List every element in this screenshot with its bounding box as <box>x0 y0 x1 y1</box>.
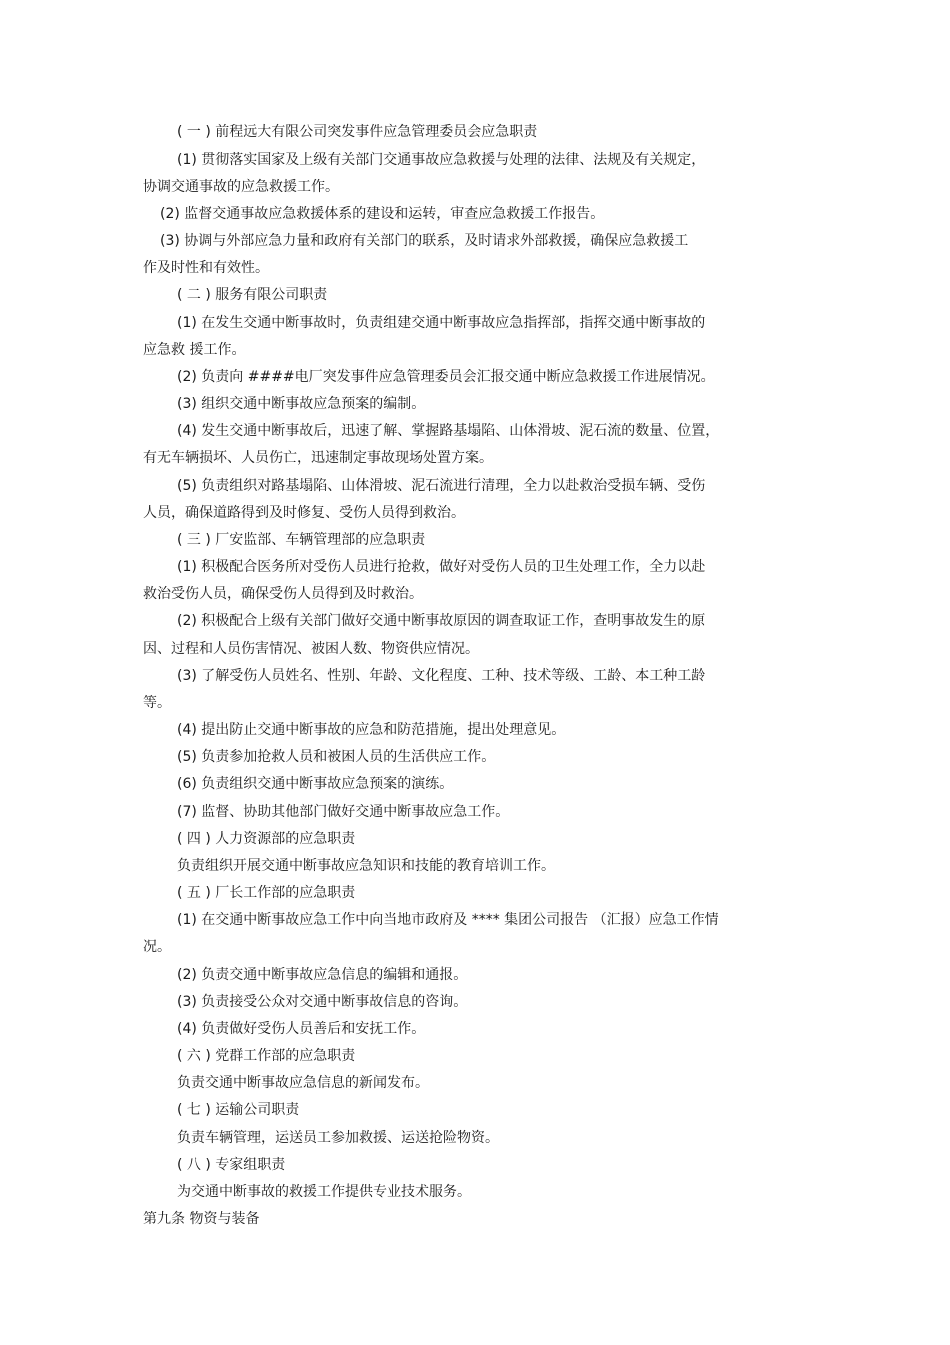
paragraph-line: 为交通中断事故的救援工作提供专业技术服务。 <box>177 1184 471 1200</box>
section-heading-7: ( 七 ) 运输公司职责 <box>177 1102 300 1118</box>
section-heading-8: ( 八 ) 专家组职责 <box>177 1157 286 1173</box>
paragraph-line: 况。 <box>143 939 171 955</box>
paragraph-line: (6) 负责组织交通中断事故应急预案的演练。 <box>177 776 454 792</box>
paragraph-line: (2) 积极配合上级有关部门做好交通中断事故原因的调查取证工作，查明事故发生的原 <box>177 613 706 629</box>
paragraph-line: (4) 负责做好受伤人员善后和安抚工作。 <box>177 1021 426 1037</box>
paragraph-line: (1) 在交通中断事故应急工作中向当地市政府及 **** 集团公司报告 （汇报）应急工作情 <box>177 912 719 928</box>
paragraph-line: (2) 负责向 ####电厂突发事件应急管理委员会汇报交通中断应急救援工作进展情况。 <box>177 369 715 385</box>
paragraph-line: 救治受伤人员，确保受伤人员得到及时救治。 <box>143 586 423 602</box>
section-heading-2: ( 二 ) 服务有限公司职责 <box>177 287 328 303</box>
paragraph-line: (1) 贯彻落实国家及上级有关部门交通事故应急救援与处理的法律、法规及有关规定， <box>177 152 706 168</box>
section-heading-5: ( 五 ) 厂长工作部的应急职责 <box>177 885 356 901</box>
paragraph-line: (3) 了解受伤人员姓名、性别、年龄、文化程度、工种、技术等级、工龄、本工种工龄 <box>177 668 706 684</box>
paragraph-line: (1) 在发生交通中断事故时，负责组建交通中断事故应急指挥部，指挥交通中断事故的 <box>177 315 706 331</box>
section-heading-1: ( 一 ) 前程远大有限公司突发事件应急管理委员会应急职责 <box>177 124 538 140</box>
paragraph-line: 协调交通事故的应急救援工作。 <box>143 179 339 195</box>
paragraph-line: (7) 监督、协助其他部门做好交通中断事故应急工作。 <box>177 804 510 820</box>
paragraph-line: (3) 组织交通中断事故应急预案的编制。 <box>177 396 426 412</box>
paragraph-line: 有无车辆损坏、人员伤亡，迅速制定事故现场处置方案。 <box>143 450 493 466</box>
paragraph-line: (3) 负责接受公众对交通中断事故信息的咨询。 <box>177 994 468 1010</box>
paragraph-line: (5) 负责组织对路基塌陷、山体滑坡、泥石流进行清理，全力以赴救治受损车辆、受伤 <box>177 478 706 494</box>
paragraph-line: (5) 负责参加抢救人员和被困人员的生活供应工作。 <box>177 749 496 765</box>
paragraph-line: (3) 协调与外部应急力量和政府有关部门的联系，及时请求外部救援，确保应急救援工 <box>160 233 689 249</box>
paragraph-line: 负责车辆管理，运送员工参加救援、运送抢险物资。 <box>177 1130 499 1146</box>
paragraph-line: (4) 发生交通中断事故后，迅速了解、掌握路基塌陷、山体滑坡、泥石流的数量、位置， <box>177 423 720 439</box>
paragraph-line: 人员，确保道路得到及时修复、受伤人员得到救治。 <box>143 505 465 521</box>
paragraph-line: (2) 监督交通事故应急救援体系的建设和运转，审查应急救援工作报告。 <box>160 206 605 222</box>
paragraph-line: 应急救 援工作。 <box>143 342 246 358</box>
paragraph-line: 因、过程和人员伤害情况、被困人数、物资供应情况。 <box>143 641 479 657</box>
paragraph-line: (4) 提出防止交通中断事故的应急和防范措施，提出处理意见。 <box>177 722 566 738</box>
section-heading-6: ( 六 ) 党群工作部的应急职责 <box>177 1048 356 1064</box>
paragraph-line: 作及时性和有效性。 <box>143 260 269 276</box>
paragraph-line: 负责组织开展交通中断事故应急知识和技能的教育培训工作。 <box>177 858 555 874</box>
section-heading-3: ( 三 ) 厂安监部、车辆管理部的应急职责 <box>177 532 426 548</box>
section-heading-4: ( 四 ) 人力资源部的应急职责 <box>177 831 356 847</box>
paragraph-line: 负责交通中断事故应急信息的新闻发布。 <box>177 1075 429 1091</box>
paragraph-line: (1) 积极配合医务所对受伤人员进行抢救，做好对受伤人员的卫生处理工作，全力以赴 <box>177 559 706 575</box>
paragraph-line: (2) 负责交通中断事故应急信息的编辑和通报。 <box>177 967 468 983</box>
article-heading: 第九条 物资与装备 <box>143 1211 260 1227</box>
paragraph-line: 等。 <box>143 695 171 711</box>
